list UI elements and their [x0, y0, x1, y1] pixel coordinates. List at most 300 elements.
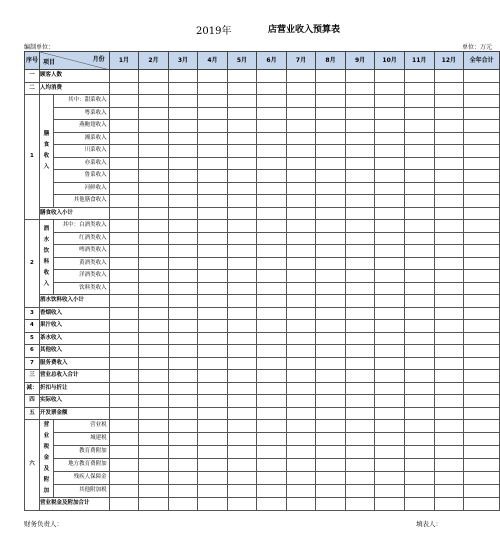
value-cell[interactable]: [375, 232, 405, 245]
value-cell[interactable]: [316, 307, 346, 320]
value-cell[interactable]: [464, 459, 500, 472]
value-cell[interactable]: [227, 145, 257, 158]
value-cell[interactable]: [109, 95, 139, 108]
value-cell[interactable]: [345, 232, 375, 245]
value-cell[interactable]: [168, 345, 198, 358]
value-cell[interactable]: [464, 270, 500, 283]
value-cell[interactable]: [286, 498, 316, 511]
value-cell[interactable]: [139, 382, 169, 395]
value-cell[interactable]: [464, 498, 500, 511]
value-cell[interactable]: [434, 70, 464, 83]
value-cell[interactable]: [345, 498, 375, 511]
value-cell[interactable]: [257, 95, 287, 108]
value-cell[interactable]: [375, 357, 405, 370]
value-cell[interactable]: [257, 332, 287, 345]
value-cell[interactable]: [227, 382, 257, 395]
value-cell[interactable]: [464, 332, 500, 345]
value-cell[interactable]: [257, 82, 287, 95]
value-cell[interactable]: [404, 220, 434, 233]
value-cell[interactable]: [375, 70, 405, 83]
value-cell[interactable]: [109, 370, 139, 383]
value-cell[interactable]: [345, 382, 375, 395]
value-cell[interactable]: [434, 433, 464, 446]
value-cell[interactable]: [198, 207, 228, 220]
value-cell[interactable]: [139, 145, 169, 158]
value-cell[interactable]: [198, 370, 228, 383]
value-cell[interactable]: [464, 120, 500, 133]
value-cell[interactable]: [168, 498, 198, 511]
value-cell[interactable]: [257, 498, 287, 511]
value-cell[interactable]: [404, 498, 434, 511]
value-cell[interactable]: [198, 95, 228, 108]
value-cell[interactable]: [404, 307, 434, 320]
value-cell[interactable]: [198, 270, 228, 283]
value-cell[interactable]: [286, 446, 316, 459]
value-cell[interactable]: [375, 270, 405, 283]
value-cell[interactable]: [109, 270, 139, 283]
value-cell[interactable]: [257, 195, 287, 208]
value-cell[interactable]: [168, 170, 198, 183]
value-cell[interactable]: [345, 472, 375, 485]
value-cell[interactable]: [434, 157, 464, 170]
value-cell[interactable]: [168, 207, 198, 220]
value-cell[interactable]: [139, 207, 169, 220]
value-cell[interactable]: [404, 245, 434, 258]
value-cell[interactable]: [139, 170, 169, 183]
value-cell[interactable]: [168, 95, 198, 108]
value-cell[interactable]: [286, 472, 316, 485]
value-cell[interactable]: [464, 370, 500, 383]
value-cell[interactable]: [139, 320, 169, 333]
value-cell[interactable]: [375, 145, 405, 158]
value-cell[interactable]: [257, 320, 287, 333]
value-cell[interactable]: [375, 382, 405, 395]
value-cell[interactable]: [286, 132, 316, 145]
value-cell[interactable]: [139, 395, 169, 408]
value-cell[interactable]: [198, 357, 228, 370]
value-cell[interactable]: [404, 82, 434, 95]
value-cell[interactable]: [434, 82, 464, 95]
value-cell[interactable]: [345, 295, 375, 308]
value-cell[interactable]: [316, 407, 346, 420]
value-cell[interactable]: [168, 132, 198, 145]
value-cell[interactable]: [139, 82, 169, 95]
value-cell[interactable]: [404, 157, 434, 170]
value-cell[interactable]: [257, 270, 287, 283]
value-cell[interactable]: [257, 459, 287, 472]
value-cell[interactable]: [168, 220, 198, 233]
value-cell[interactable]: [139, 120, 169, 133]
value-cell[interactable]: [139, 95, 169, 108]
value-cell[interactable]: [257, 232, 287, 245]
value-cell[interactable]: [345, 433, 375, 446]
value-cell[interactable]: [109, 472, 139, 485]
value-cell[interactable]: [198, 498, 228, 511]
value-cell[interactable]: [375, 420, 405, 433]
value-cell[interactable]: [434, 220, 464, 233]
value-cell[interactable]: [464, 207, 500, 220]
value-cell[interactable]: [198, 395, 228, 408]
value-cell[interactable]: [198, 220, 228, 233]
value-cell[interactable]: [109, 420, 139, 433]
value-cell[interactable]: [404, 282, 434, 295]
value-cell[interactable]: [109, 295, 139, 308]
value-cell[interactable]: [464, 95, 500, 108]
value-cell[interactable]: [198, 307, 228, 320]
value-cell[interactable]: [375, 170, 405, 183]
value-cell[interactable]: [257, 157, 287, 170]
value-cell[interactable]: [404, 395, 434, 408]
value-cell[interactable]: [375, 132, 405, 145]
value-cell[interactable]: [434, 257, 464, 270]
value-cell[interactable]: [198, 382, 228, 395]
value-cell[interactable]: [345, 195, 375, 208]
value-cell[interactable]: [404, 170, 434, 183]
value-cell[interactable]: [227, 245, 257, 258]
value-cell[interactable]: [198, 420, 228, 433]
value-cell[interactable]: [345, 420, 375, 433]
value-cell[interactable]: [316, 395, 346, 408]
value-cell[interactable]: [139, 407, 169, 420]
value-cell[interactable]: [375, 282, 405, 295]
value-cell[interactable]: [316, 232, 346, 245]
value-cell[interactable]: [109, 245, 139, 258]
value-cell[interactable]: [198, 120, 228, 133]
value-cell[interactable]: [257, 446, 287, 459]
value-cell[interactable]: [375, 472, 405, 485]
value-cell[interactable]: [434, 95, 464, 108]
value-cell[interactable]: [168, 472, 198, 485]
value-cell[interactable]: [464, 195, 500, 208]
value-cell[interactable]: [375, 295, 405, 308]
value-cell[interactable]: [286, 182, 316, 195]
value-cell[interactable]: [434, 382, 464, 395]
value-cell[interactable]: [198, 182, 228, 195]
value-cell[interactable]: [257, 245, 287, 258]
value-cell[interactable]: [404, 382, 434, 395]
value-cell[interactable]: [198, 245, 228, 258]
value-cell[interactable]: [139, 70, 169, 83]
value-cell[interactable]: [227, 332, 257, 345]
value-cell[interactable]: [286, 270, 316, 283]
value-cell[interactable]: [404, 320, 434, 333]
value-cell[interactable]: [109, 332, 139, 345]
value-cell[interactable]: [434, 307, 464, 320]
value-cell[interactable]: [434, 320, 464, 333]
value-cell[interactable]: [286, 170, 316, 183]
value-cell[interactable]: [286, 195, 316, 208]
value-cell[interactable]: [139, 357, 169, 370]
value-cell[interactable]: [257, 395, 287, 408]
value-cell[interactable]: [345, 245, 375, 258]
value-cell[interactable]: [109, 157, 139, 170]
value-cell[interactable]: [198, 433, 228, 446]
value-cell[interactable]: [109, 382, 139, 395]
value-cell[interactable]: [227, 107, 257, 120]
value-cell[interactable]: [434, 459, 464, 472]
value-cell[interactable]: [109, 70, 139, 83]
value-cell[interactable]: [434, 145, 464, 158]
value-cell[interactable]: [286, 232, 316, 245]
value-cell[interactable]: [139, 472, 169, 485]
value-cell[interactable]: [139, 245, 169, 258]
value-cell[interactable]: [109, 145, 139, 158]
value-cell[interactable]: [139, 220, 169, 233]
value-cell[interactable]: [464, 257, 500, 270]
value-cell[interactable]: [434, 270, 464, 283]
value-cell[interactable]: [404, 132, 434, 145]
value-cell[interactable]: [316, 498, 346, 511]
value-cell[interactable]: [139, 270, 169, 283]
value-cell[interactable]: [404, 332, 434, 345]
value-cell[interactable]: [375, 182, 405, 195]
value-cell[interactable]: [464, 485, 500, 498]
value-cell[interactable]: [345, 95, 375, 108]
value-cell[interactable]: [286, 220, 316, 233]
value-cell[interactable]: [257, 182, 287, 195]
value-cell[interactable]: [464, 395, 500, 408]
value-cell[interactable]: [316, 82, 346, 95]
value-cell[interactable]: [286, 245, 316, 258]
value-cell[interactable]: [375, 370, 405, 383]
value-cell[interactable]: [227, 320, 257, 333]
value-cell[interactable]: [286, 459, 316, 472]
value-cell[interactable]: [464, 282, 500, 295]
value-cell[interactable]: [464, 82, 500, 95]
value-cell[interactable]: [227, 307, 257, 320]
value-cell[interactable]: [375, 459, 405, 472]
value-cell[interactable]: [464, 182, 500, 195]
value-cell[interactable]: [434, 245, 464, 258]
value-cell[interactable]: [168, 295, 198, 308]
value-cell[interactable]: [139, 307, 169, 320]
value-cell[interactable]: [227, 345, 257, 358]
value-cell[interactable]: [286, 307, 316, 320]
value-cell[interactable]: [316, 107, 346, 120]
value-cell[interactable]: [168, 459, 198, 472]
value-cell[interactable]: [404, 195, 434, 208]
value-cell[interactable]: [434, 345, 464, 358]
value-cell[interactable]: [404, 295, 434, 308]
value-cell[interactable]: [404, 420, 434, 433]
value-cell[interactable]: [139, 433, 169, 446]
value-cell[interactable]: [464, 245, 500, 258]
value-cell[interactable]: [286, 433, 316, 446]
value-cell[interactable]: [434, 195, 464, 208]
value-cell[interactable]: [139, 257, 169, 270]
value-cell[interactable]: [286, 282, 316, 295]
value-cell[interactable]: [404, 472, 434, 485]
value-cell[interactable]: [168, 257, 198, 270]
value-cell[interactable]: [168, 145, 198, 158]
value-cell[interactable]: [168, 107, 198, 120]
value-cell[interactable]: [168, 307, 198, 320]
value-cell[interactable]: [139, 107, 169, 120]
value-cell[interactable]: [316, 132, 346, 145]
value-cell[interactable]: [227, 182, 257, 195]
value-cell[interactable]: [109, 132, 139, 145]
value-cell[interactable]: [286, 145, 316, 158]
value-cell[interactable]: [286, 485, 316, 498]
value-cell[interactable]: [464, 107, 500, 120]
value-cell[interactable]: [404, 207, 434, 220]
value-cell[interactable]: [464, 295, 500, 308]
value-cell[interactable]: [227, 370, 257, 383]
value-cell[interactable]: [345, 370, 375, 383]
value-cell[interactable]: [109, 485, 139, 498]
value-cell[interactable]: [434, 498, 464, 511]
value-cell[interactable]: [375, 157, 405, 170]
value-cell[interactable]: [139, 420, 169, 433]
value-cell[interactable]: [257, 433, 287, 446]
value-cell[interactable]: [257, 282, 287, 295]
value-cell[interactable]: [139, 232, 169, 245]
value-cell[interactable]: [434, 107, 464, 120]
value-cell[interactable]: [168, 446, 198, 459]
value-cell[interactable]: [464, 446, 500, 459]
value-cell[interactable]: [109, 257, 139, 270]
value-cell[interactable]: [286, 420, 316, 433]
value-cell[interactable]: [316, 157, 346, 170]
value-cell[interactable]: [316, 433, 346, 446]
value-cell[interactable]: [227, 157, 257, 170]
value-cell[interactable]: [286, 107, 316, 120]
value-cell[interactable]: [345, 459, 375, 472]
value-cell[interactable]: [198, 446, 228, 459]
value-cell[interactable]: [404, 407, 434, 420]
value-cell[interactable]: [257, 407, 287, 420]
value-cell[interactable]: [257, 70, 287, 83]
value-cell[interactable]: [464, 132, 500, 145]
value-cell[interactable]: [345, 170, 375, 183]
value-cell[interactable]: [316, 370, 346, 383]
value-cell[interactable]: [227, 498, 257, 511]
value-cell[interactable]: [168, 157, 198, 170]
value-cell[interactable]: [257, 370, 287, 383]
value-cell[interactable]: [316, 282, 346, 295]
value-cell[interactable]: [434, 357, 464, 370]
value-cell[interactable]: [464, 420, 500, 433]
value-cell[interactable]: [227, 207, 257, 220]
value-cell[interactable]: [464, 433, 500, 446]
value-cell[interactable]: [286, 320, 316, 333]
value-cell[interactable]: [316, 472, 346, 485]
value-cell[interactable]: [109, 446, 139, 459]
value-cell[interactable]: [168, 370, 198, 383]
value-cell[interactable]: [434, 472, 464, 485]
value-cell[interactable]: [227, 357, 257, 370]
value-cell[interactable]: [198, 320, 228, 333]
value-cell[interactable]: [168, 485, 198, 498]
value-cell[interactable]: [375, 307, 405, 320]
value-cell[interactable]: [286, 157, 316, 170]
value-cell[interactable]: [404, 485, 434, 498]
value-cell[interactable]: [139, 345, 169, 358]
value-cell[interactable]: [286, 257, 316, 270]
value-cell[interactable]: [464, 407, 500, 420]
value-cell[interactable]: [109, 320, 139, 333]
value-cell[interactable]: [198, 82, 228, 95]
value-cell[interactable]: [257, 107, 287, 120]
value-cell[interactable]: [168, 270, 198, 283]
value-cell[interactable]: [227, 95, 257, 108]
value-cell[interactable]: [345, 407, 375, 420]
value-cell[interactable]: [404, 182, 434, 195]
value-cell[interactable]: [227, 459, 257, 472]
value-cell[interactable]: [109, 307, 139, 320]
value-cell[interactable]: [227, 295, 257, 308]
value-cell[interactable]: [375, 395, 405, 408]
value-cell[interactable]: [316, 382, 346, 395]
value-cell[interactable]: [345, 307, 375, 320]
value-cell[interactable]: [286, 120, 316, 133]
value-cell[interactable]: [109, 345, 139, 358]
value-cell[interactable]: [198, 332, 228, 345]
value-cell[interactable]: [168, 195, 198, 208]
value-cell[interactable]: [139, 498, 169, 511]
value-cell[interactable]: [286, 207, 316, 220]
value-cell[interactable]: [434, 332, 464, 345]
value-cell[interactable]: [316, 145, 346, 158]
value-cell[interactable]: [168, 357, 198, 370]
value-cell[interactable]: [109, 170, 139, 183]
value-cell[interactable]: [227, 433, 257, 446]
value-cell[interactable]: [257, 132, 287, 145]
value-cell[interactable]: [316, 420, 346, 433]
value-cell[interactable]: [464, 157, 500, 170]
value-cell[interactable]: [434, 207, 464, 220]
value-cell[interactable]: [375, 195, 405, 208]
value-cell[interactable]: [316, 345, 346, 358]
value-cell[interactable]: [139, 282, 169, 295]
value-cell[interactable]: [345, 120, 375, 133]
value-cell[interactable]: [109, 82, 139, 95]
value-cell[interactable]: [286, 407, 316, 420]
value-cell[interactable]: [286, 70, 316, 83]
value-cell[interactable]: [198, 145, 228, 158]
value-cell[interactable]: [227, 195, 257, 208]
value-cell[interactable]: [434, 370, 464, 383]
value-cell[interactable]: [257, 382, 287, 395]
value-cell[interactable]: [316, 257, 346, 270]
value-cell[interactable]: [139, 485, 169, 498]
value-cell[interactable]: [464, 70, 500, 83]
value-cell[interactable]: [139, 370, 169, 383]
value-cell[interactable]: [168, 120, 198, 133]
value-cell[interactable]: [345, 282, 375, 295]
value-cell[interactable]: [227, 485, 257, 498]
value-cell[interactable]: [109, 498, 139, 511]
value-cell[interactable]: [168, 232, 198, 245]
value-cell[interactable]: [286, 95, 316, 108]
value-cell[interactable]: [464, 145, 500, 158]
value-cell[interactable]: [404, 270, 434, 283]
value-cell[interactable]: [345, 345, 375, 358]
value-cell[interactable]: [375, 220, 405, 233]
value-cell[interactable]: [257, 472, 287, 485]
value-cell[interactable]: [109, 357, 139, 370]
value-cell[interactable]: [168, 70, 198, 83]
value-cell[interactable]: [345, 485, 375, 498]
value-cell[interactable]: [198, 345, 228, 358]
value-cell[interactable]: [168, 245, 198, 258]
value-cell[interactable]: [198, 107, 228, 120]
value-cell[interactable]: [227, 420, 257, 433]
value-cell[interactable]: [434, 395, 464, 408]
value-cell[interactable]: [109, 395, 139, 408]
value-cell[interactable]: [434, 485, 464, 498]
value-cell[interactable]: [316, 295, 346, 308]
